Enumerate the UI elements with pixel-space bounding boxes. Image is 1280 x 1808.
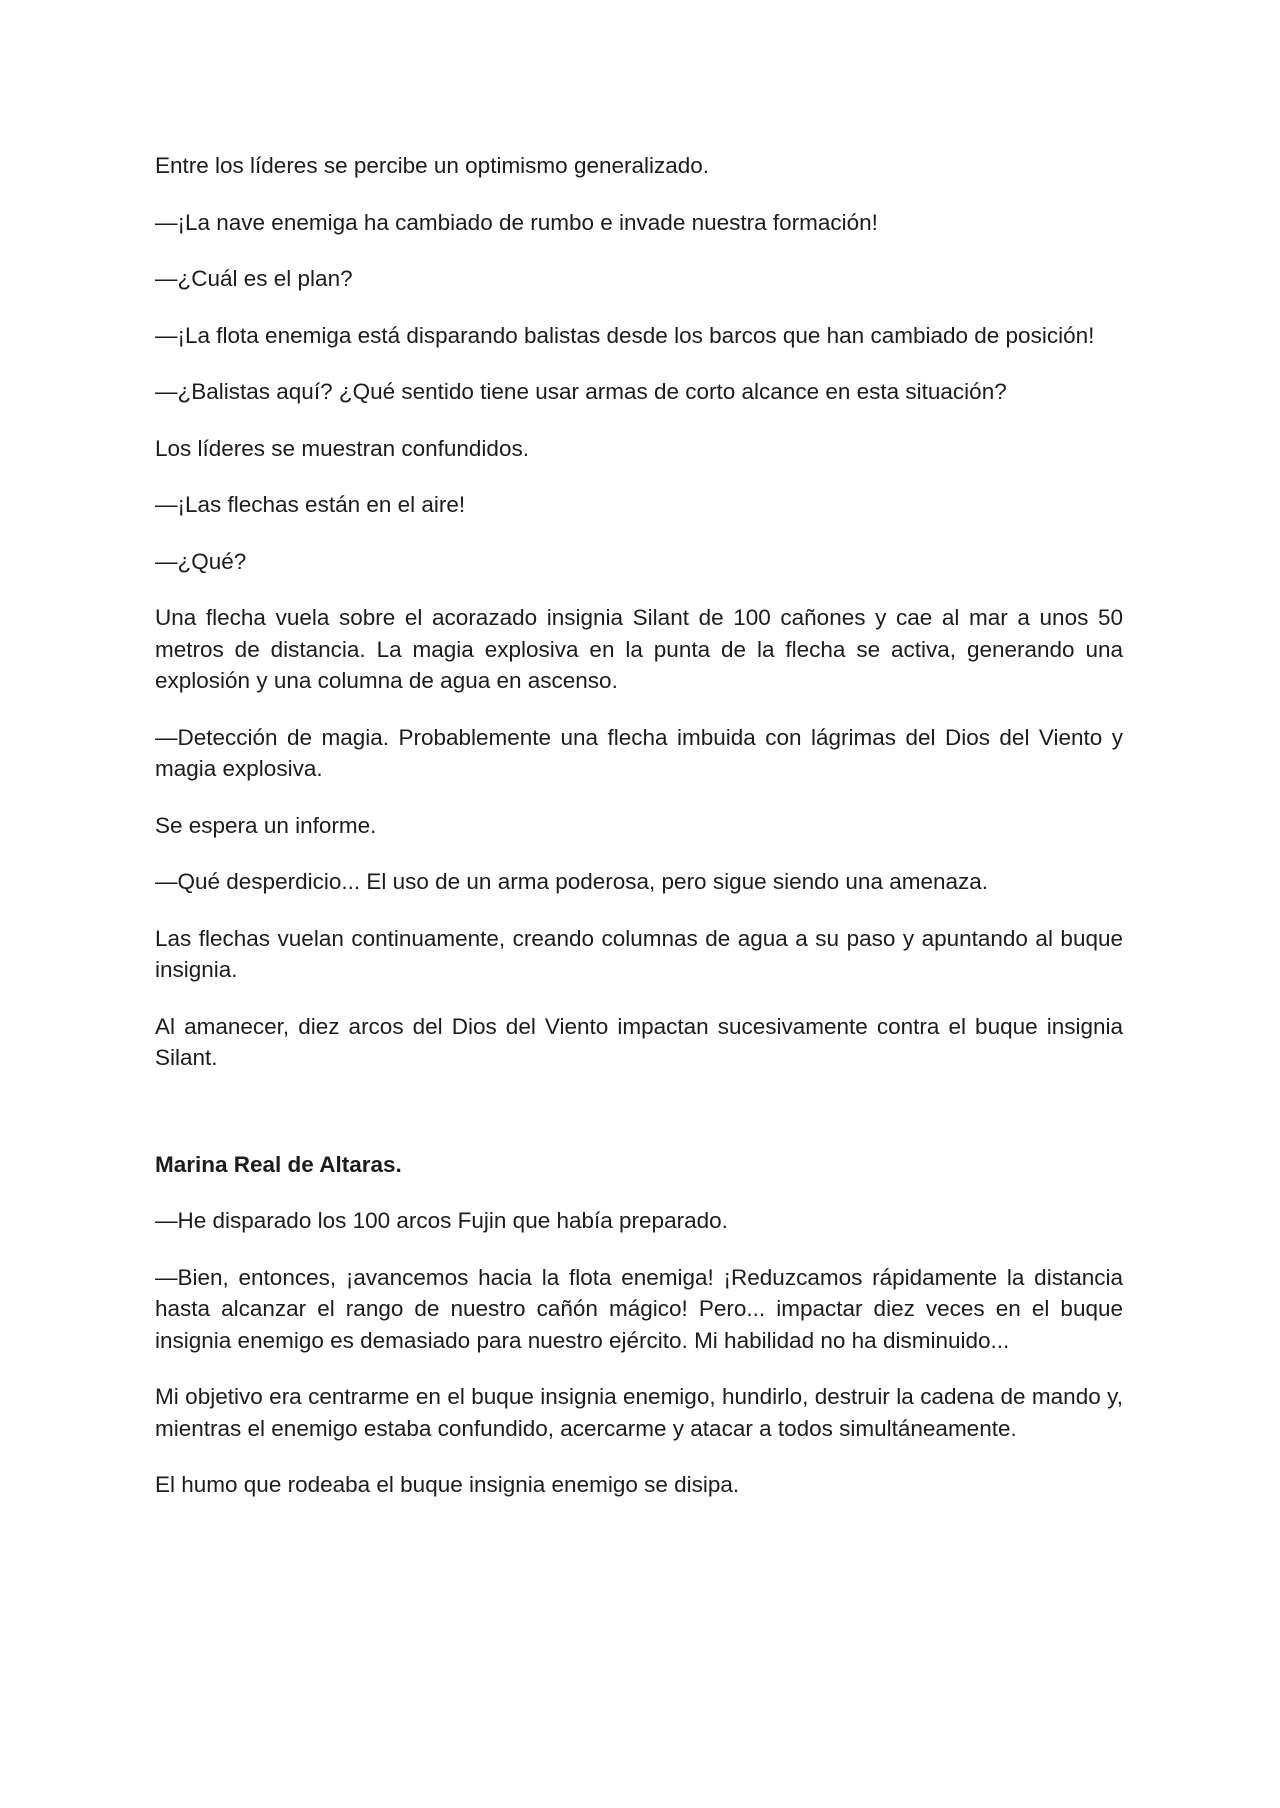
section-heading: Marina Real de Altaras. — [155, 1151, 402, 1177]
paragraph: El humo que rodeaba el buque insignia enemigo se disipa. — [155, 1472, 740, 1497]
paragraph: Los líderes se muestran confundidos. — [155, 435, 529, 461]
paragraph: Mi objetivo era centrarme en el buque insignia enemigo, hundirlo, destruir la cadena de mando y, mientras el enemigo estaba confundido, acercarme y atacar a todos simultáneamente. — [155, 1384, 1123, 1441]
paragraph: —Detección de magia. Probablemente una flecha imbuida con lágrimas del Dios del Viento y magia explosiva. — [155, 724, 1123, 781]
paragraph: —¡La nave enemiga ha cambiado de rumbo e invade nuestra formación! — [155, 209, 878, 235]
paragraph: —¿Qué? — [155, 548, 247, 574]
paragraph: Se espera un informe. — [155, 812, 377, 838]
paragraph: —Qué desperdicio... El uso de un arma poderosa, pero sigue siendo una amenaza. — [155, 869, 989, 894]
document-page — [155, 150, 1123, 1526]
paragraph: —Bien, entonces, ¡avancemos hacia la flota enemiga! ¡Reduzcamos rápidamente la distancia hasta alcanzar el rango de nuestro cañón mágico! Pero... impactar diez veces en el buque insignia enemigo es demasiado para nuestro ejército. Mi habilidad no ha disminuido... — [155, 1264, 1123, 1353]
paragraph: Al amanecer, diez arcos del Dios del Viento impactan sucesivamente contra el buque insignia Silant. — [155, 1013, 1123, 1070]
paragraph: —He disparado los 100 arcos Fujin que había preparado. — [155, 1208, 728, 1233]
paragraph: Una flecha vuela sobre el acorazado insignia Silant de 100 cañones y cae al mar a unos 50 metros de distancia. La magia explosiva en la punta de la flecha se activa, generando una explosión y una columna de agua en ascenso. — [155, 605, 1123, 693]
paragraph: —¿Cuál es el plan? — [155, 266, 353, 291]
paragraph: —¡La flota enemiga está disparando balistas desde los barcos que han cambiado de posición! — [155, 322, 1095, 348]
paragraph: Las flechas vuelan continuamente, creando columnas de agua a su paso y apuntando al buque insignia. — [155, 925, 1123, 982]
paragraph: Entre los líderes se percibe un optimismo generalizado. — [155, 153, 710, 178]
paragraph: —¡Las flechas están en el aire! — [155, 492, 466, 517]
paragraph: —¿Balistas aquí? ¿Qué sentido tiene usar armas de corto alcance en esta situación? — [155, 379, 1007, 404]
